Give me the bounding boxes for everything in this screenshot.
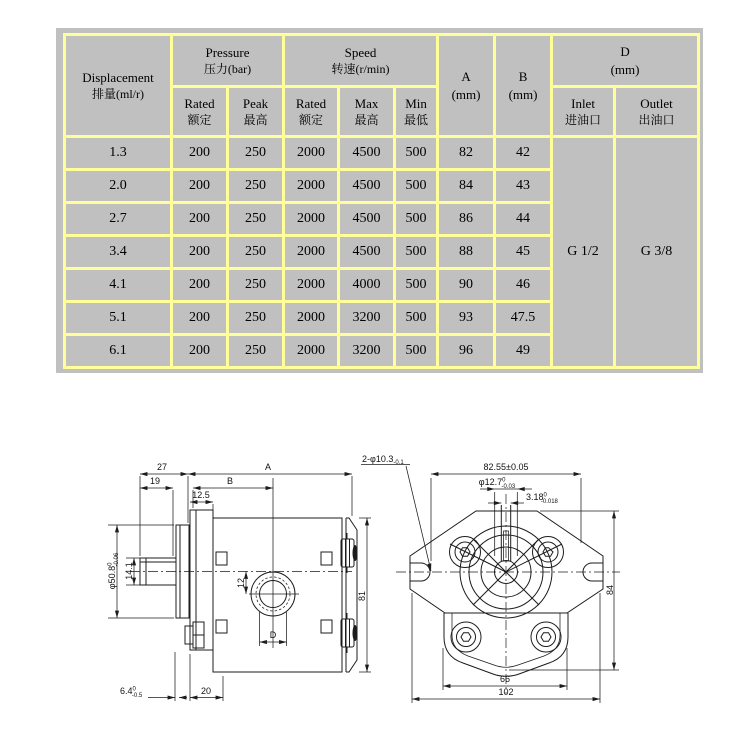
header-min-speed: [395, 87, 438, 137]
header-displacement-en: Displacement: [82, 69, 154, 85]
cell-max-speed: 4500: [339, 170, 395, 203]
cell-rated-speed: 2000: [284, 302, 339, 335]
header-peak-pressure-en: Peak: [242, 95, 269, 111]
header-dim-d-unit: (mm): [610, 61, 640, 77]
dim-b: B: [226, 476, 234, 486]
dim-84: 84: [605, 584, 615, 596]
header-pressure-zh: 压力(bar): [203, 62, 252, 77]
dim-3-18: 3.18$^0$ -0.018: [526, 492, 558, 505]
dim-102: 102: [498, 687, 514, 697]
header-max-speed-zh: 最高: [354, 113, 379, 128]
table-row: [65, 137, 699, 170]
cell-min-speed: 500: [395, 203, 438, 236]
dim-20: 20: [200, 686, 212, 696]
header-displacement-zh: 排量(ml/r): [92, 87, 144, 102]
header-speed: [284, 35, 438, 87]
header-displacement: [65, 35, 172, 137]
cell-dim-a: 84: [438, 170, 495, 203]
header-min-speed-en: Min: [405, 95, 427, 111]
cell-dim-a: 88: [438, 236, 495, 269]
flange-outline: [410, 511, 603, 676]
cell-dim-a: 86: [438, 203, 495, 236]
header-outlet: [615, 87, 699, 137]
cell-rated-pressure: 200: [172, 335, 228, 368]
cell-max-speed: 3200: [339, 302, 395, 335]
header-inlet-en: Inlet: [571, 95, 595, 111]
cell-rated-speed: 2000: [284, 236, 339, 269]
cell-peak-pressure: 250: [228, 236, 284, 269]
cell-rated-pressure: 200: [172, 269, 228, 302]
cell-dim-b: 44: [495, 203, 552, 236]
cell-min-speed: 500: [395, 236, 438, 269]
dim-27: 27: [156, 462, 168, 472]
header-speed-en: Speed: [344, 44, 377, 60]
pump-drawing-svg: [0, 430, 744, 746]
header-dim-a: [438, 35, 495, 137]
cell-inlet-thread: G 1/2: [552, 137, 615, 368]
cell-rated-pressure: 200: [172, 203, 228, 236]
cell-rated-pressure: 200: [172, 137, 228, 170]
cell-displacement: 2.0: [65, 170, 172, 203]
header-rated-pressure-en: Rated: [184, 95, 215, 111]
cell-displacement: 5.1: [65, 302, 172, 335]
header-rated-speed-en: Rated: [295, 95, 327, 111]
dim-66: 66: [499, 674, 511, 684]
flange-bolt: [185, 622, 204, 648]
cell-dim-a: 96: [438, 335, 495, 368]
cell-outlet-thread: G 3/8: [615, 137, 699, 368]
front-view-extension-lines: [412, 478, 619, 703]
cell-displacement: 4.1: [65, 269, 172, 302]
front-view-drawing: [396, 462, 620, 703]
dim-dia12-7: φ12.7$^0$ -0.03: [478, 477, 516, 490]
spec-table: [63, 33, 700, 369]
dim-dia50-8: φ50.8$^0$-0.06: [107, 552, 120, 590]
header-inlet-zh: 进油口: [565, 113, 602, 128]
front-view-dimension-lines: [412, 474, 614, 699]
cell-rated-pressure: 200: [172, 302, 228, 335]
cell-peak-pressure: 250: [228, 170, 284, 203]
header-dim-d: [552, 35, 699, 87]
header-min-speed-zh: 最低: [404, 113, 429, 128]
cell-rated-pressure: 200: [172, 170, 228, 203]
header-inlet: [552, 87, 615, 137]
front-centerlines: [396, 494, 620, 694]
dim-81: 81: [357, 590, 367, 602]
spec-table-block: [56, 28, 703, 373]
technical-drawings: [0, 430, 744, 751]
header-dim-b-label: B: [518, 68, 528, 84]
cell-max-speed: 4500: [339, 236, 395, 269]
header-dim-a-label: A: [461, 68, 471, 84]
header-pressure-en: Pressure: [205, 44, 250, 60]
dim-12: 12: [236, 577, 246, 589]
cell-peak-pressure: 250: [228, 137, 284, 170]
header-dim-d-label: D: [620, 43, 630, 59]
cell-peak-pressure: 250: [228, 203, 284, 236]
header-peak-pressure-zh: 最高: [243, 113, 268, 128]
cell-min-speed: 500: [395, 335, 438, 368]
cell-displacement: 1.3: [65, 137, 172, 170]
cell-min-speed: 500: [395, 269, 438, 302]
header-outlet-zh: 出油口: [638, 113, 675, 128]
cell-max-speed: 4500: [339, 203, 395, 236]
cell-min-speed: 500: [395, 302, 438, 335]
mounting-holes-callout: [361, 454, 431, 571]
dim-2-dia10-3: $2-\varphi 10.3_{-0.1}$: [362, 454, 404, 466]
cell-max-speed: 4500: [339, 137, 395, 170]
cell-rated-speed: 2000: [284, 269, 339, 302]
side-port: [249, 572, 299, 616]
header-outlet-en: Outlet: [640, 95, 673, 111]
cell-rated-speed: 2000: [284, 137, 339, 170]
cell-dim-a: 90: [438, 269, 495, 302]
cell-min-speed: 500: [395, 170, 438, 203]
cell-dim-b: 46: [495, 269, 552, 302]
cell-displacement: 3.4: [65, 236, 172, 269]
dim-d: D: [269, 630, 277, 640]
cell-dim-b: 45: [495, 236, 552, 269]
header-rated-speed: [284, 87, 339, 137]
header-dim-b: [495, 35, 552, 137]
dim-12-5: 12.5: [192, 490, 210, 500]
cell-dim-b: 43: [495, 170, 552, 203]
cell-max-speed: 4000: [339, 269, 395, 302]
cell-displacement: 2.7: [65, 203, 172, 236]
cell-min-speed: 500: [395, 137, 438, 170]
header-speed-zh: 转速(r/min): [331, 62, 390, 77]
dim-14-1: 14.1: [124, 562, 134, 580]
cell-peak-pressure: 250: [228, 302, 284, 335]
side-view-drawing: [107, 454, 431, 701]
cell-rated-pressure: 200: [172, 236, 228, 269]
cell-dim-a: 82: [438, 137, 495, 170]
cell-dim-b: 49: [495, 335, 552, 368]
cell-dim-a: 93: [438, 302, 495, 335]
cell-peak-pressure: 250: [228, 269, 284, 302]
cell-dim-b: 47.5: [495, 302, 552, 335]
cell-rated-speed: 2000: [284, 170, 339, 203]
header-rated-pressure: [172, 87, 228, 137]
header-pressure: [172, 35, 284, 87]
end-cap-bolts: [341, 533, 358, 653]
header-dim-b-unit: (mm): [508, 86, 538, 102]
cell-peak-pressure: 250: [228, 335, 284, 368]
dim-a: A: [264, 462, 272, 472]
header-rated-speed-zh: 额定: [299, 113, 324, 128]
cell-displacement: 6.1: [65, 335, 172, 368]
cell-dim-b: 42: [495, 137, 552, 170]
cell-rated-speed: 2000: [284, 203, 339, 236]
cell-rated-speed: 2000: [284, 335, 339, 368]
header-max-speed: [339, 87, 395, 137]
header-dim-a-unit: (mm): [451, 86, 481, 102]
dim-6-4: $6.4^0$ -0.5: [120, 686, 143, 699]
dim-82-55: 82.55±0.05: [483, 462, 529, 472]
pump-body-outline: [140, 510, 357, 672]
header-rated-pressure-zh: 额定: [187, 113, 212, 128]
cell-max-speed: 3200: [339, 335, 395, 368]
header-peak-pressure: [228, 87, 284, 137]
header-max-speed-en: Max: [354, 95, 379, 111]
dim-19: 19: [149, 476, 161, 486]
